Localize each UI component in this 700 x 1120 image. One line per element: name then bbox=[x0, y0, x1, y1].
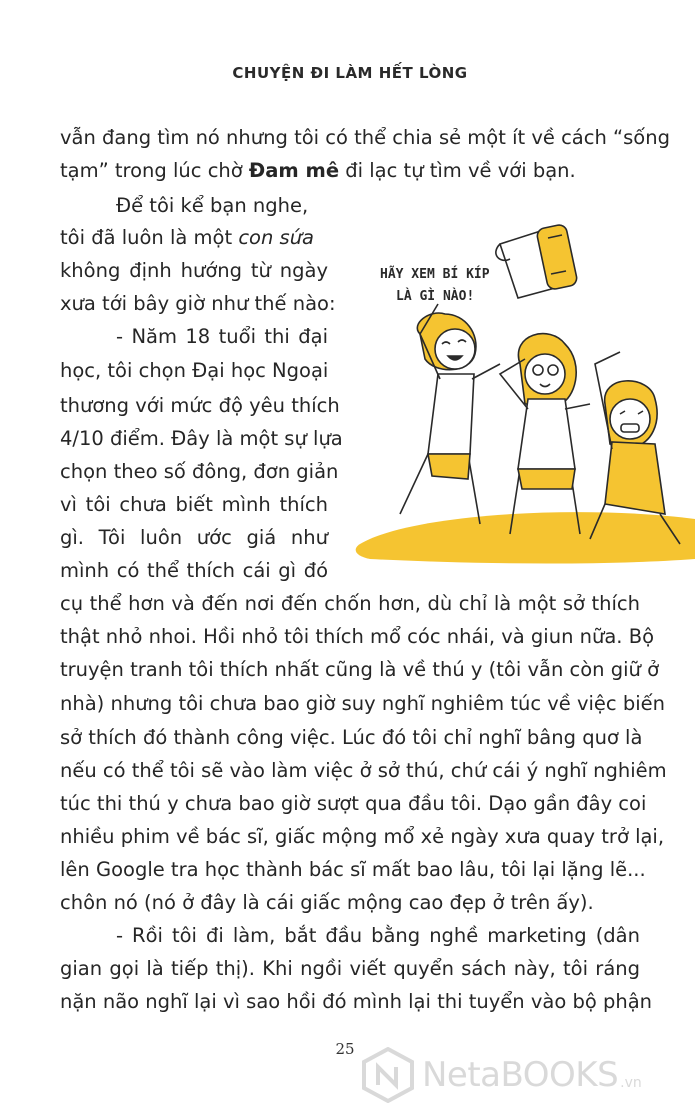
speech-line-1: HÃY XEM BÍ KÍP bbox=[380, 267, 490, 282]
text-line: vì tôi chưa biết mình thích bbox=[60, 493, 328, 516]
text-line: chọn theo số đông, đơn giản bbox=[60, 460, 339, 483]
ground-shadow bbox=[356, 512, 695, 563]
page-number: 25 bbox=[335, 1040, 355, 1058]
text-line: chôn nó (nó ở đây là cái giấc mộng cao đẹp ở trên ấy). bbox=[60, 891, 594, 914]
watermark bbox=[362, 1040, 700, 1110]
text-line: nhiều phim về bác sĩ, giấc mộng mổ xẻ ngày xưa quay trở lại, bbox=[60, 825, 665, 848]
cheering-characters-illustration bbox=[350, 214, 700, 584]
text-line: nếu có thể tôi sẽ vào làm việc ở sở thú, chứ cái ý nghĩ nghiêm bbox=[60, 759, 667, 782]
scroll-icon bbox=[496, 224, 578, 298]
text-line: sở thích đó thành công việc. Lúc đó tôi chỉ nghĩ bâng quơ là bbox=[60, 726, 643, 749]
netabooks-logo-icon bbox=[362, 1047, 414, 1103]
text-line: tôi đã luôn là một con sứa bbox=[60, 226, 315, 249]
text-line: thương với mức độ yêu thích bbox=[60, 394, 340, 417]
speech-line-2: LÀ GÌ NÀO! bbox=[396, 289, 475, 304]
bold-term: Đam mê bbox=[248, 159, 340, 182]
text-line: lên Google tra học thành bác sĩ mất bao lâu, tôi lại lặng lẽ... bbox=[60, 858, 646, 881]
italic-term: con sứa bbox=[238, 226, 315, 249]
text-line: gì. Tôi luôn ước giá như bbox=[60, 526, 328, 549]
text-line: không định hướng từ ngày bbox=[60, 259, 328, 282]
text-line: cụ thể hơn và đến nơi đến chốn hơn, dù chỉ là một sở thích bbox=[60, 592, 640, 615]
running-header: CHUYỆN ĐI LÀM HẾT LÒNG bbox=[232, 64, 468, 82]
text-line: mình có thể thích cái gì đó bbox=[60, 559, 328, 582]
text-line: xưa tới bây giờ như thế nào: bbox=[60, 292, 336, 315]
text-line: thật nhỏ nhoi. Hồi nhỏ tôi thích mổ cóc nhái, và giun nữa. Bộ bbox=[60, 625, 655, 648]
text-line: - Năm 18 tuổi thi đại bbox=[116, 325, 328, 348]
text-line: gian gọi là tiếp thị). Khi ngồi viết quyển sách này, tôi ráng bbox=[60, 957, 640, 980]
text-line: học, tôi chọn Đại học Ngoại bbox=[60, 359, 329, 382]
watermark-brand: NetaBOOKS bbox=[422, 1055, 619, 1095]
text-line: truyện tranh tôi thích nhất cũng là về thú y (tôi vẫn còn giữ ở bbox=[60, 658, 660, 681]
text-line: Để tôi kể bạn nghe, bbox=[116, 194, 309, 217]
text-line: túc thi thú y chưa bao giờ sượt qua đầu tôi. Dạo gần đây coi bbox=[60, 792, 647, 815]
text-line: nhà) nhưng tôi chưa bao giờ suy nghĩ nghiêm túc về việc biến bbox=[60, 692, 666, 715]
text-line: 4/10 điểm. Đây là một sự lựa bbox=[60, 427, 343, 450]
watermark-suffix: .vn bbox=[620, 1075, 642, 1091]
text-line: tạm” trong lúc chờ Đam mê đi lạc tự tìm về với bạn. bbox=[60, 159, 576, 182]
character-middle bbox=[500, 334, 590, 534]
text-line: vẫn đang tìm nó nhưng tôi có thể chia sẻ một ít về cách “sống bbox=[60, 126, 670, 149]
text-line: nặn não nghĩ lại vì sao hồi đó mình lại thi tuyển vào bộ phận bbox=[60, 990, 653, 1013]
text-line: - Rồi tôi đi làm, bắt đầu bằng nghề marketing (dân bbox=[116, 924, 640, 947]
character-left bbox=[400, 304, 500, 524]
